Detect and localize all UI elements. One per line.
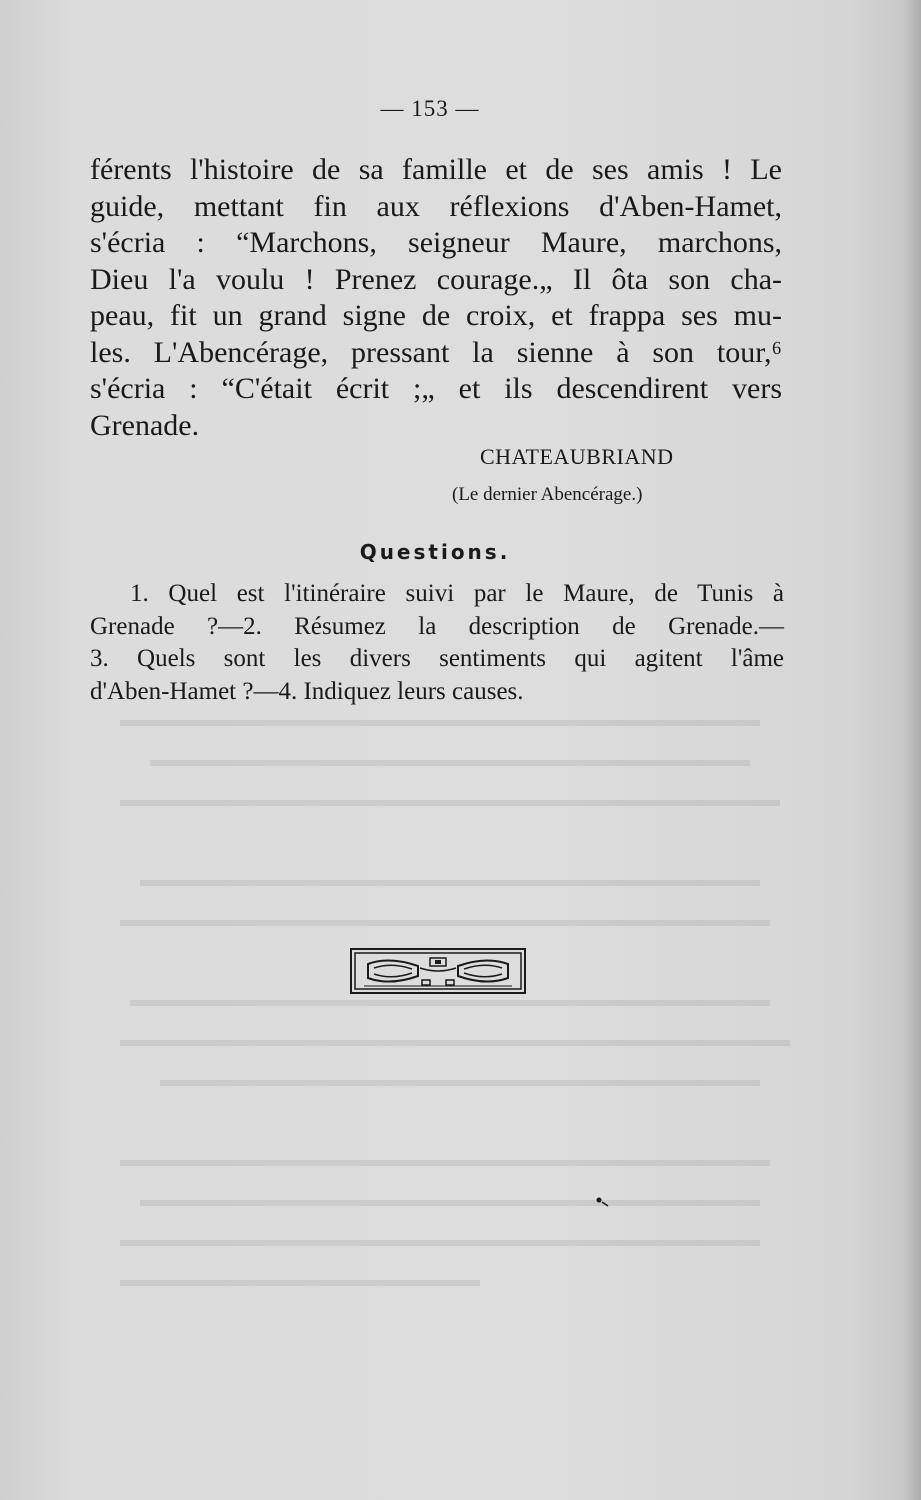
question-line: Grenade ?—2. Résumez la description de Grenade.— [90,612,784,640]
passage-line: guide, mettant fin aux réflexions d'Aben-Hamet, [90,189,782,223]
page-edge-shadow [903,0,921,1500]
question-line: 1. Quel est l'itinéraire suivi par le Maure, de Tunis à [130,580,784,607]
question-line: 3. Quels sont les divers sentiments qui agitent l'âme [90,645,784,672]
source-title: (Le dernier Abencérage.) [452,484,643,505]
question-line: d'Aben-Hamet ?—4. Indiquez leurs causes. [90,677,524,705]
passage-line: Dieu l'a voulu ! Prenez courage.„ Il ôta son cha- [90,262,782,296]
passage-text [90,152,782,444]
passage-line: les. L'Abencérage, pressant la sienne à son tour,⁶ [90,335,782,369]
author-name: CHATEAUBRIAND [480,444,674,469]
passage-line: peau, fit un grand signe de croix, et frappa ses mu- [90,299,782,332]
questions-heading: Questions. [359,540,511,564]
passage-line: s'écria : “C'était écrit ;„ et ils descendirent vers [90,372,782,405]
show-through-texture [120,700,820,1320]
ornament-icon [350,948,526,994]
passage-line: férents l'histoire de sa famille et de ses amis ! Le [90,153,782,186]
questions-block [90,578,784,708]
ink-speck [595,1196,611,1208]
passage-line: Grenade. [90,408,200,442]
page-number: — 153 — [380,96,480,121]
passage-line: s'écria : “Marchons, seigneur Maure, marchons, [90,226,782,259]
